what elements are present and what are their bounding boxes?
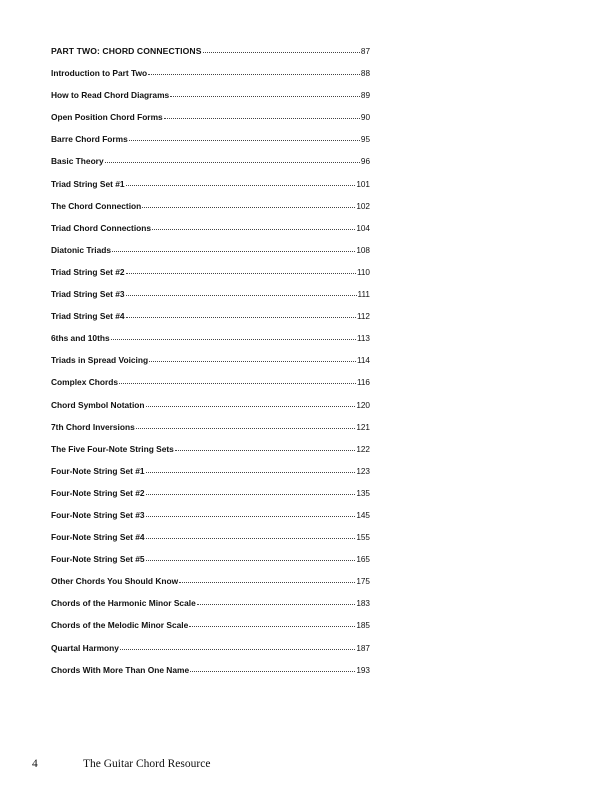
dot-leader [148, 73, 360, 75]
dot-leader [179, 581, 355, 583]
toc-entry-title: Diatonic Triads [51, 244, 112, 255]
toc-entry-page: 87 [360, 47, 370, 56]
toc-entry-title: Chord Symbol Notation [51, 399, 145, 410]
toc-entry-title: Introduction to Part Two [51, 68, 148, 79]
toc-entry [51, 421, 370, 443]
toc-entry-page: 183 [356, 599, 370, 609]
toc-entry-title: Complex Chords [51, 377, 119, 388]
toc-entry [51, 619, 370, 641]
dot-leader [146, 515, 356, 517]
toc-entry-title: Quartal Harmony [51, 642, 119, 653]
toc-entry-title: Barre Chord Forms [51, 134, 128, 145]
toc-entry-title: Chords of the Melodic Minor Scale [51, 620, 189, 631]
dot-leader [146, 405, 356, 407]
toc-entry-page: 116 [356, 378, 370, 388]
toc-entry [51, 509, 370, 531]
toc-entry [51, 332, 370, 354]
dot-leader [129, 139, 360, 141]
toc-entry [51, 111, 370, 133]
toc-entry-page: 110 [356, 267, 370, 277]
toc-entry [51, 597, 370, 619]
dot-leader [119, 382, 356, 384]
toc-entry [51, 200, 370, 222]
toc-entry [51, 222, 370, 244]
toc-entry [51, 465, 370, 487]
toc-entry-title: Four-Note String Set #1 [51, 465, 145, 476]
toc-entry-page: 88 [360, 69, 370, 79]
toc-entry-page: 101 [356, 179, 370, 189]
dot-leader [146, 471, 356, 473]
toc-entry-page: 108 [356, 245, 370, 255]
toc-entry-title: Triad String Set #1 [51, 178, 125, 189]
toc-entry [51, 244, 370, 266]
toc-entry-page: 96 [360, 157, 370, 167]
toc-entry-page: 145 [356, 510, 370, 520]
toc-entry-page: 89 [360, 91, 370, 101]
dot-leader [146, 559, 356, 561]
toc-entry-page: 95 [360, 135, 370, 145]
toc-entry-page: 122 [356, 444, 370, 454]
dot-leader [146, 537, 356, 539]
toc-entry-title: Triad String Set #2 [51, 266, 125, 277]
toc-entry-page: 165 [356, 555, 370, 565]
toc-entry [51, 376, 370, 398]
toc-entry-title: How to Read Chord Diagrams [51, 90, 170, 101]
dot-leader [170, 95, 360, 97]
dot-leader [189, 625, 355, 627]
toc-entry [51, 288, 370, 310]
toc-entry [51, 133, 370, 155]
dot-leader [111, 338, 356, 340]
toc-entry-page: 175 [356, 577, 370, 587]
dot-leader [197, 603, 356, 605]
toc-entry-page: 90 [360, 113, 370, 123]
dot-leader [164, 117, 360, 119]
toc-entry-title: The Five Four-Note String Sets [51, 443, 174, 454]
dot-leader [136, 427, 356, 429]
toc-entry [51, 178, 370, 200]
dot-leader [126, 294, 357, 296]
toc-entry-page: 104 [356, 223, 370, 233]
toc-entry-title: PART TWO: CHORD CONNECTIONS [51, 46, 202, 56]
toc-entry-page: 111 [357, 290, 370, 300]
dot-leader [126, 184, 356, 186]
toc-entry-page: 185 [356, 621, 370, 631]
toc-entry-page: 123 [356, 466, 370, 476]
toc-entry-title: Four-Note String Set #4 [51, 532, 145, 543]
dot-leader [152, 228, 355, 230]
toc-entry [51, 531, 370, 553]
toc-entry [51, 553, 370, 575]
toc-entry [51, 642, 370, 664]
toc-entry [51, 487, 370, 509]
book-title: The Guitar Chord Resource [83, 758, 211, 770]
toc-entry-title: Chords of the Harmonic Minor Scale [51, 598, 196, 609]
toc-entry [51, 354, 370, 376]
toc-entry-title: Four-Note String Set #3 [51, 509, 145, 520]
toc-entry [51, 310, 370, 332]
toc-entry [51, 155, 370, 177]
toc-entry-page: 112 [356, 312, 370, 322]
toc-entry [51, 399, 370, 421]
toc-entry-page: 155 [356, 533, 370, 543]
page-number: 4 [32, 758, 38, 770]
toc-entry [51, 67, 370, 89]
toc-entry [51, 443, 370, 465]
toc-entry [51, 575, 370, 597]
toc-entry-page: 193 [356, 665, 370, 675]
dot-leader [112, 250, 355, 252]
dot-leader [126, 316, 356, 318]
dot-leader [120, 648, 355, 650]
toc-entry-page: 102 [356, 201, 370, 211]
toc-entry-title: Triads in Spread Voicing [51, 355, 149, 366]
toc-entry-title: Four-Note String Set #2 [51, 487, 145, 498]
toc-entry-title: Open Position Chord Forms [51, 112, 163, 123]
toc-part-heading [51, 45, 370, 67]
toc-entry-page: 187 [356, 643, 370, 653]
toc-entry-title: Four-Note String Set #5 [51, 554, 145, 565]
toc-entry-title: The Chord Connection [51, 200, 142, 211]
toc-entry-title: 7th Chord Inversions [51, 421, 135, 432]
toc-entry-page: 135 [356, 488, 370, 498]
dot-leader [203, 51, 360, 53]
toc-entry-title: Triad String Set #4 [51, 311, 125, 322]
toc-entry-title: Triad Chord Connections [51, 222, 152, 233]
toc-entry-title: Basic Theory [51, 156, 104, 167]
toc-entry-title: 6ths and 10ths [51, 333, 110, 344]
dot-leader [126, 272, 356, 274]
toc-entry-page: 113 [356, 334, 370, 344]
dot-leader [105, 161, 360, 163]
toc-entry-title: Triad String Set #3 [51, 289, 125, 300]
toc-entry-page: 114 [356, 356, 370, 366]
dot-leader [142, 206, 355, 208]
toc-entry-title: Other Chords You Should Know [51, 576, 179, 587]
toc-entry-page: 121 [356, 422, 370, 432]
toc-entry [51, 266, 370, 288]
table-of-contents [51, 45, 370, 686]
dot-leader [146, 493, 356, 495]
toc-entry-title: Chords With More Than One Name [51, 664, 190, 675]
toc-entry-page: 120 [356, 400, 370, 410]
dot-leader [175, 449, 355, 451]
dot-leader [149, 360, 356, 362]
toc-entry [51, 664, 370, 686]
toc-entry [51, 89, 370, 111]
dot-leader [190, 670, 355, 672]
